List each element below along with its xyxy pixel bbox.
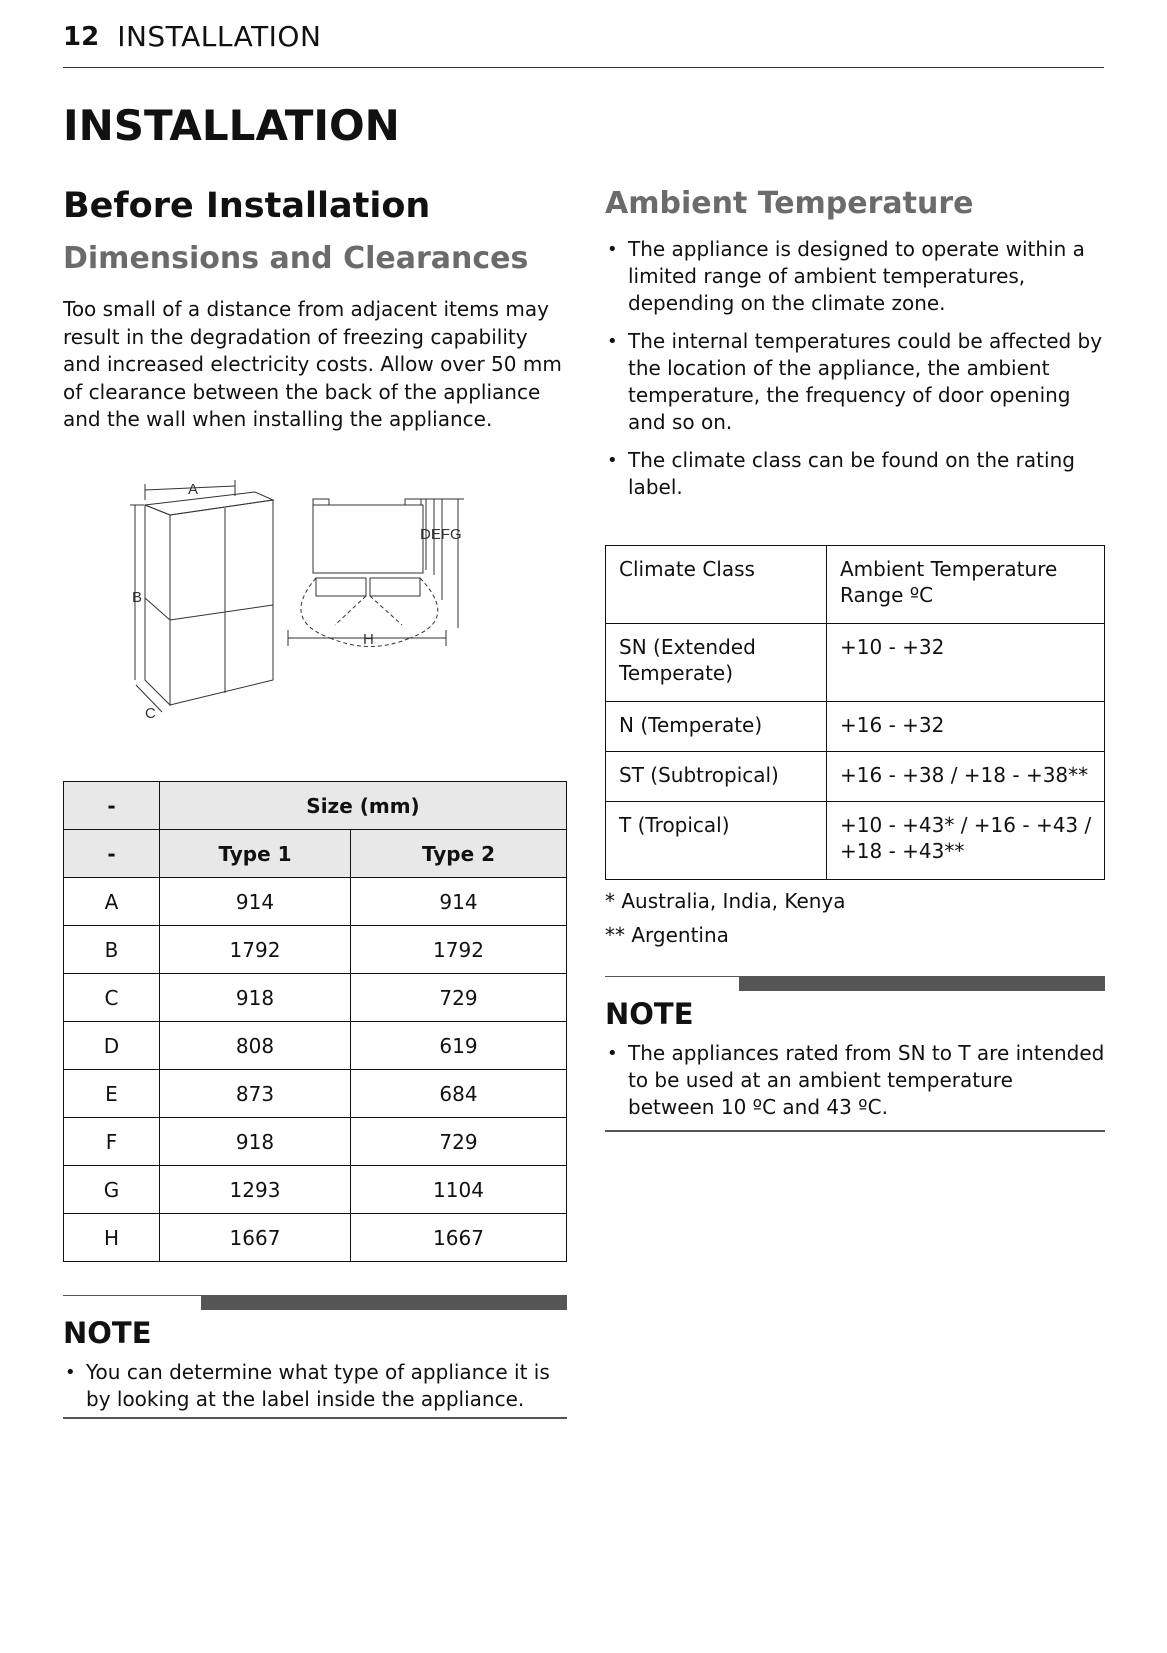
- bullet-glyph: •: [607, 239, 618, 260]
- table-cell: 808: [160, 1022, 351, 1070]
- table-cell: 1293: [160, 1166, 351, 1214]
- table-header-row: [64, 782, 567, 830]
- note-title: NOTE: [63, 1316, 152, 1350]
- page-title: INSTALLATION: [63, 101, 400, 150]
- table-header-cell: Size (mm): [160, 782, 567, 830]
- table-cell: 914: [160, 878, 351, 926]
- table-cell: C: [64, 974, 160, 1022]
- table-cell: E: [64, 1070, 160, 1118]
- note-divider: [605, 976, 1105, 992]
- bullet-glyph: •: [607, 450, 618, 471]
- list-item: [605, 328, 1105, 436]
- table-cell: 1792: [160, 926, 351, 974]
- table-cell: 1104: [351, 1166, 567, 1214]
- table-row: [64, 1118, 567, 1166]
- table-row: [64, 926, 567, 974]
- footnote: ** Argentina: [605, 923, 729, 947]
- table-cell: F: [64, 1118, 160, 1166]
- table-cell: Climate Class: [606, 546, 827, 624]
- list-item: [605, 447, 1105, 501]
- table-cell: 1667: [351, 1214, 567, 1262]
- table-row: [606, 752, 1105, 802]
- table-cell: 918: [160, 974, 351, 1022]
- table-header-cell: -: [64, 782, 160, 830]
- table-cell: B: [64, 926, 160, 974]
- table-row: [64, 1166, 567, 1214]
- table-header-cell: Type 1: [160, 830, 351, 878]
- table-cell: 684: [351, 1070, 567, 1118]
- table-row: [606, 702, 1105, 752]
- list-item: [63, 1359, 567, 1413]
- table-cell: N (Temperate): [606, 702, 827, 752]
- table-header-row: [64, 830, 567, 878]
- dimensions-diagram: [130, 480, 510, 730]
- table-row: [64, 1022, 567, 1070]
- table-header-row: [606, 546, 1105, 624]
- table-cell: 1667: [160, 1214, 351, 1262]
- refrigerator-drawing: [145, 492, 273, 705]
- table-cell: +10 - +32: [827, 624, 1105, 702]
- note-box-type: [63, 1295, 567, 1419]
- table-cell: H: [64, 1214, 160, 1262]
- table-row: [64, 1070, 567, 1118]
- table-cell: 918: [160, 1118, 351, 1166]
- list-item: [605, 1040, 1105, 1121]
- table-row: [64, 1214, 567, 1262]
- table-cell: 729: [351, 1118, 567, 1166]
- table-cell: 619: [351, 1022, 567, 1070]
- clearance-paragraph: Too small of a distance from adjacent items may result in the degradation of freezing capability and increased electricity costs. Allow over 50 mm of clearance between the back of the appliance and the wall when installing the appliance.: [63, 297, 562, 431]
- bullet-glyph: •: [65, 1362, 76, 1383]
- right-column: [605, 178, 1105, 512]
- subsection-heading: Dimensions and Clearances: [63, 241, 529, 276]
- page-number: 12: [63, 22, 100, 52]
- table-row: [64, 878, 567, 926]
- list-item: [605, 236, 1105, 317]
- table-header-cell: Type 2: [351, 830, 567, 878]
- table-row: [606, 802, 1105, 880]
- bullet-text: The climate class can be found on the rating label.: [628, 448, 1075, 499]
- bullet-text: The internal temperatures could be affected by the location of the appliance, the ambient temperature, the frequency of door opening and so on.: [628, 329, 1103, 434]
- table-cell: G: [64, 1166, 160, 1214]
- note-bullet-list: [605, 1040, 1105, 1121]
- footnote: * Australia, India, Kenya: [605, 889, 846, 913]
- left-column: [63, 178, 567, 434]
- note-text: The appliances rated from SN to T are intended to be used at an ambient temperature between 10 ºC and 43 ºC.: [628, 1041, 1105, 1119]
- table-cell: 729: [351, 974, 567, 1022]
- climate-class-table: [605, 545, 1105, 880]
- dimension-label-h: H: [363, 631, 374, 648]
- note-divider: [63, 1295, 567, 1311]
- table-header-cell: -: [64, 830, 160, 878]
- table-cell: SN (Extended Temperate): [606, 624, 827, 702]
- table-cell: A: [64, 878, 160, 926]
- table-cell: Ambient Temperature Range ºC: [827, 546, 1105, 624]
- table-row: [64, 974, 567, 1022]
- top-view-drawing: [301, 499, 438, 647]
- table-cell: 1792: [351, 926, 567, 974]
- dimension-label-defg: DEFG: [420, 526, 462, 543]
- bullet-text: The appliance is designed to operate within a limited range of ambient temperatures, depending on the climate zone.: [628, 237, 1085, 315]
- table-cell: +10 - +43* / +16 - +43 / +18 - +43**: [827, 802, 1105, 880]
- table-cell: T (Tropical): [606, 802, 827, 880]
- table-cell: D: [64, 1022, 160, 1070]
- ambient-temperature-heading: Ambient Temperature: [605, 186, 974, 221]
- note-box-climate: [605, 976, 1105, 1132]
- page-header: [63, 22, 1104, 68]
- table-cell: +16 - +38 / +18 - +38**: [827, 752, 1105, 802]
- dimension-label-c: C: [145, 705, 156, 722]
- dimension-label-b: B: [132, 589, 143, 606]
- table-cell: 914: [351, 878, 567, 926]
- note-text: You can determine what type of appliance it is by looking at the label inside the appliance.: [86, 1360, 550, 1411]
- section-heading: Before Installation: [63, 186, 431, 226]
- running-section-title: INSTALLATION: [117, 20, 322, 53]
- table-cell: +16 - +32: [827, 702, 1105, 752]
- bullet-glyph: •: [607, 331, 618, 352]
- table-cell: ST (Subtropical): [606, 752, 827, 802]
- note-title: NOTE: [605, 997, 694, 1031]
- note-bullet-list: [63, 1359, 567, 1413]
- table-cell: 873: [160, 1070, 351, 1118]
- size-table: [63, 781, 567, 1262]
- ambient-bullet-list: [605, 236, 1105, 501]
- bullet-glyph: •: [607, 1043, 618, 1064]
- dimension-label-a: A: [188, 481, 199, 498]
- table-row: [606, 624, 1105, 702]
